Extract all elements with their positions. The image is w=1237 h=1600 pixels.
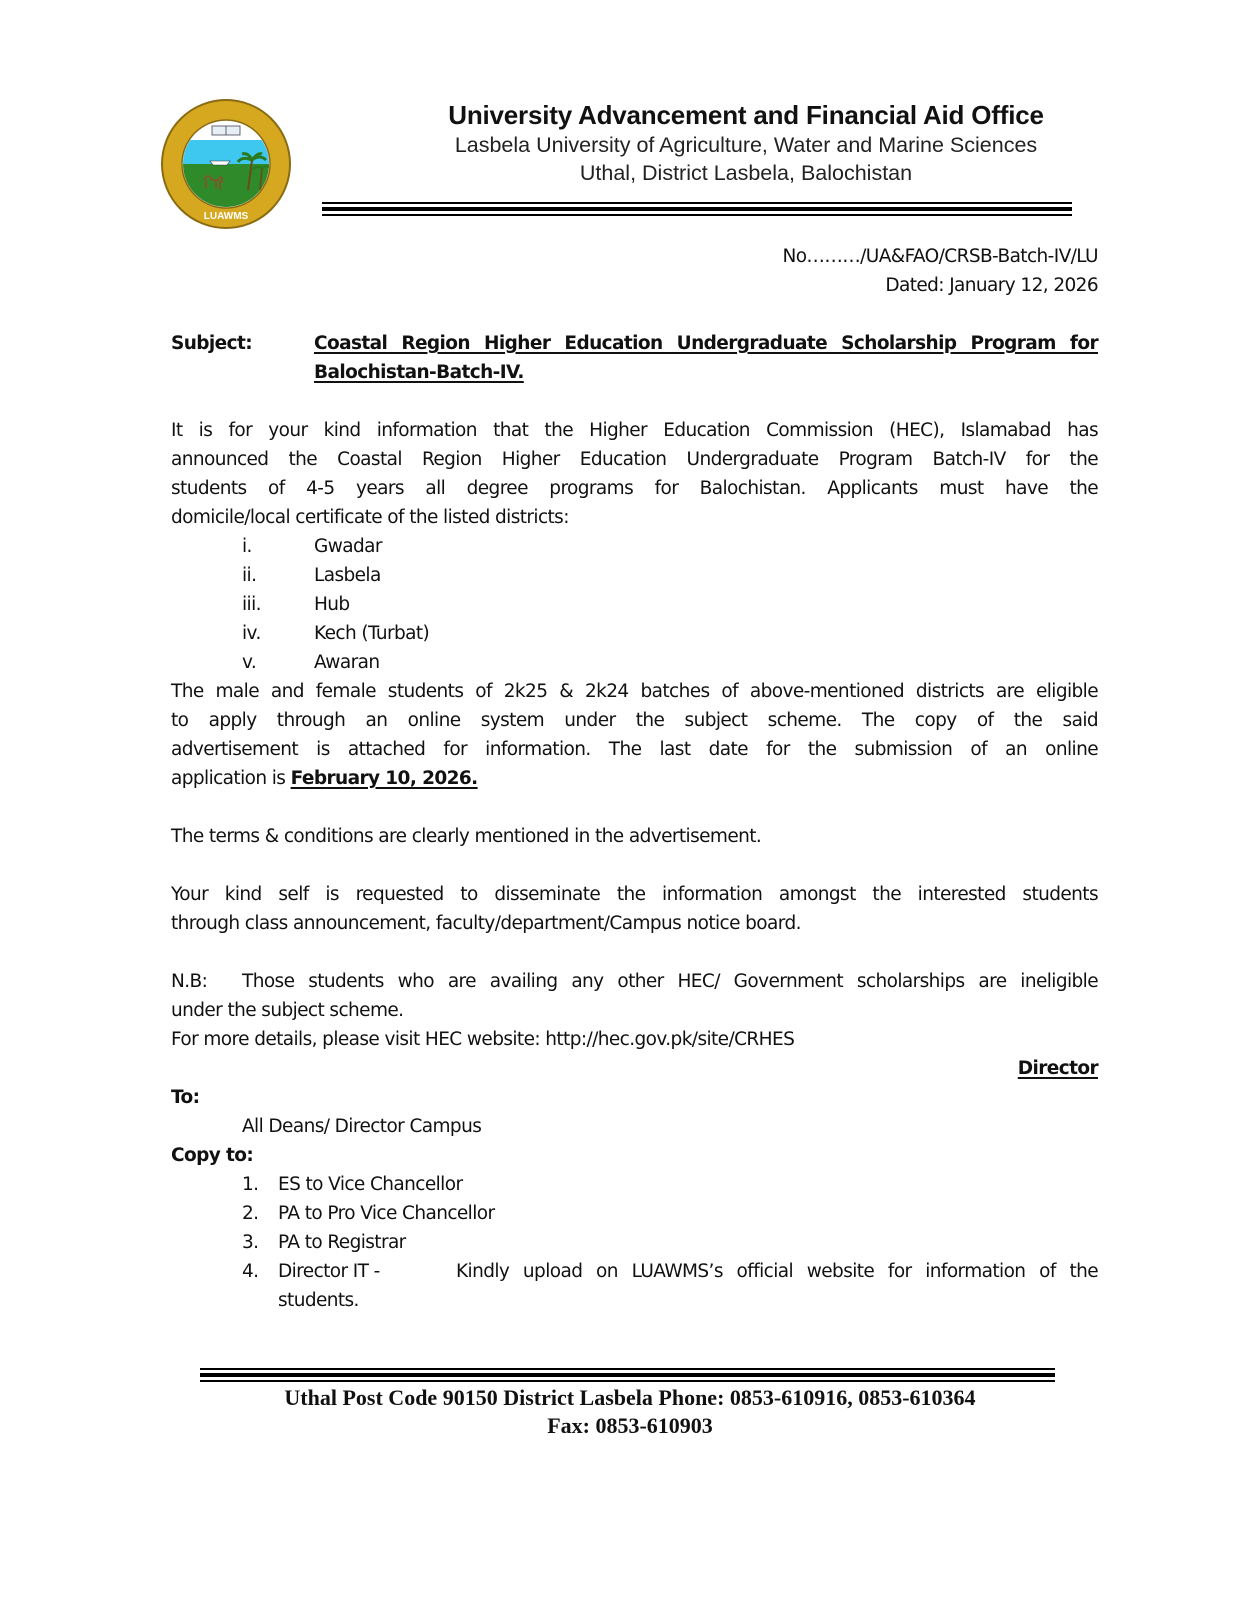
nb-line-1: Those students who are availing any other HEC/ Government scholarships are ineligible [242, 971, 1098, 992]
deadline-date: February 10, 2026. [290, 768, 478, 789]
district-marker: ii. [242, 565, 257, 586]
header-divider [322, 202, 1072, 216]
copy-item-note-cont: students. [278, 1290, 359, 1311]
subject-line-1: Coastal Region Higher Education Undergraduate Scholarship Program for [314, 333, 1098, 354]
copy-item-number: 1. [242, 1174, 259, 1195]
para1-line: domicile/local certificate of the listed districts: [171, 507, 569, 528]
svg-text:LUAWMS: LUAWMS [203, 211, 249, 222]
copy-to-label: Copy to: [171, 1145, 254, 1166]
copy-item: Director IT - [278, 1261, 380, 1282]
district-marker: iii. [242, 594, 261, 615]
to-recipient: All Deans/ Director Campus [242, 1116, 482, 1137]
para4-line: through class announcement, faculty/department/Campus notice board. [171, 913, 801, 934]
hec-details: For more details, please visit HEC website: http://hec.gov.pk/site/CRHES [171, 1029, 795, 1050]
office-title: University Advancement and Financial Aid Office [448, 100, 1044, 130]
copy-item: PA to Pro Vice Chancellor [278, 1203, 495, 1224]
para1-line: students of 4-5 years all degree programs for Balochistan. Applicants must have the [171, 478, 1098, 499]
to-label: To: [171, 1087, 200, 1108]
district-name: Awaran [314, 652, 380, 673]
nb-label: N.B: [171, 971, 208, 992]
district-marker: i. [242, 536, 252, 557]
subject-label: Subject: [171, 333, 253, 354]
para2-line: advertisement is attached for information. The last date for the submission of an online [171, 739, 1098, 760]
district-marker: iv. [242, 623, 261, 644]
copy-item: ES to Vice Chancellor [278, 1174, 463, 1195]
university-name: Lasbela University of Agriculture, Water and Marine Sciences [454, 133, 1038, 157]
para1-line: It is for your kind information that the Higher Education Commission (HEC), Islamabad has [171, 420, 1098, 441]
footer-fax: Fax: 0853-610903 [547, 1413, 713, 1438]
para2-last-line [171, 768, 478, 789]
district-name: Kech (Turbat) [314, 623, 430, 644]
para1-line: announced the Coastal Region Higher Education Undergraduate Program Batch-IV for the [171, 449, 1098, 470]
para4-line: Your kind self is requested to disseminate the information amongst the interested students [171, 884, 1098, 905]
letter-date: Dated: January 12, 2026 [885, 275, 1098, 296]
university-logo [160, 98, 292, 230]
district-marker: v. [242, 652, 257, 673]
reference-number: No………/UA&FAO/CRSB-Batch-IV/LU [782, 246, 1098, 267]
footer-divider [200, 1368, 1055, 1382]
university-address: Uthal, District Lasbela, Balochistan [579, 161, 913, 185]
district-name: Hub [314, 594, 350, 615]
district-name: Gwadar [314, 536, 382, 557]
para2-prefix: application is [171, 768, 291, 789]
copy-item-number: 3. [242, 1232, 259, 1253]
university-seal-icon [160, 98, 292, 230]
district-name: Lasbela [314, 565, 381, 586]
subject-line-2: Balochistan-Batch-IV. [314, 362, 524, 383]
copy-item-number: 2. [242, 1203, 259, 1224]
terms-paragraph: The terms & conditions are clearly mentioned in the advertisement. [171, 826, 762, 847]
nb-line-2: under the subject scheme. [171, 1000, 404, 1021]
signature-director: Director [1017, 1058, 1098, 1079]
para2-line: The male and female students of 2k25 & 2k24 batches of above-mentioned districts are eligible [171, 681, 1098, 702]
copy-item: PA to Registrar [278, 1232, 406, 1253]
copy-item-note: Kindly upload on LUAWMS’s official website for information of the [456, 1261, 1098, 1282]
footer-address-phone: Uthal Post Code 90150 District Lasbela Phone: 0853-610916, 0853-610364 [284, 1385, 976, 1410]
para2-line: to apply through an online system under the subject scheme. The copy of the said [171, 710, 1098, 731]
copy-item-number: 4. [242, 1261, 259, 1282]
